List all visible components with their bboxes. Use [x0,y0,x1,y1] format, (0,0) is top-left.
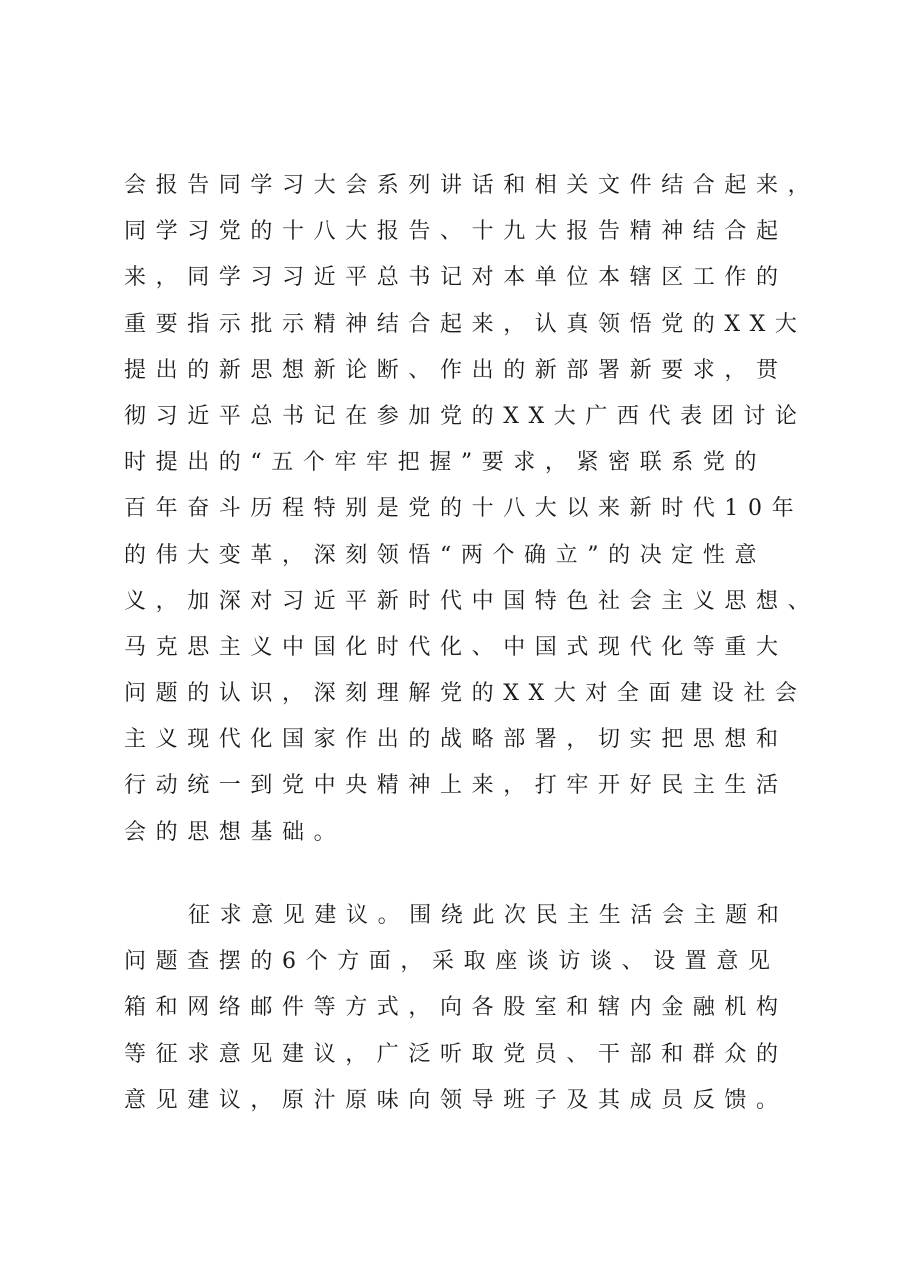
text-line: 意见建议，原汁原味向领导班子及其成员反馈。 [124,1087,788,1113]
text-line: 征求意见建议。围绕此次民主生活会主题和 [188,903,789,928]
text-line: 百年奋斗历程特别是党的十八大以来新时代10年 [124,496,804,522]
text-line: 的伟大变革，深刻领悟“两个确立”的决定性意 [124,542,767,568]
body-paragraph-1 [124,163,824,856]
text-line: 问题的认识，深刻理解党的XX大对全面建设社会 [124,681,807,707]
text-line: 等征求意见建议，广泛听取党员、干部和群众的 [124,1041,788,1067]
text-line: 同学习党的十八大报告、十九大报告精神结合起 [124,219,788,245]
text-line: 彻习近平总书记在参加党的XX大广西代表团讨论 [124,403,807,429]
text-line: 义，加深对习近平新时代中国特色社会主义思想、 [124,588,820,614]
text-line: 会报告同学习大会系列讲话和相关文件结合起来， [124,173,820,198]
body-paragraph-2 [124,893,824,1124]
text-line: 会的思想基础。 [124,819,346,845]
text-line: 时提出的“五个牢牢把握”要求，紧密联系党的 [124,450,767,476]
text-line: 问题查摆的6个方面，采取座谈访谈、设置意见 [124,949,780,975]
text-line: 提出的新思想新论断、作出的新部署新要求，贯 [124,357,788,383]
text-line: 来，同学习习近平总书记对本单位本辖区工作的 [124,265,788,291]
text-line: 主义现代化国家作出的战略部署，切实把思想和 [124,727,788,753]
text-line: 箱和网络邮件等方式，向各股室和辖内金融机构 [124,995,788,1021]
text-line: 重要指示批示精神结合起来，认真领悟党的XX大 [124,311,807,337]
text-line: 马克思主义中国化时代化、中国式现代化等重大 [124,634,788,660]
text-line: 行动统一到党中央精神上来，打牢开好民主生活 [124,773,788,799]
